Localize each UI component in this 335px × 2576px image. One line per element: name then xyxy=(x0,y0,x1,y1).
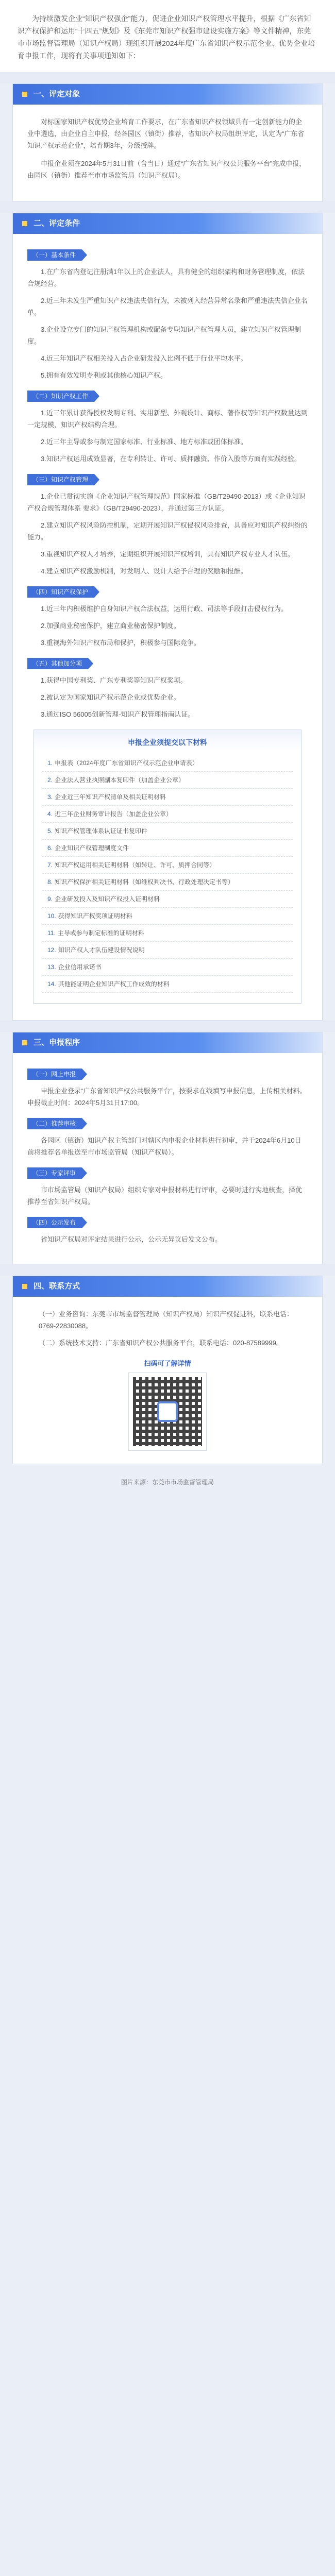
list-item: 1.近三年内积极维护自身知识产权合法权益，运用行政、司法等手段打击侵权行为。 xyxy=(41,605,288,613)
list-item: 3.重视海外知识产权布局和保护，积极参与国际竞争。 xyxy=(41,639,200,647)
subsection-tag: （四）公示发布 xyxy=(27,1217,82,1228)
attachment-box xyxy=(34,730,301,1004)
subsection-tag: （一）网上申报 xyxy=(27,1069,82,1080)
list-item: 1.在广东省内登记注册满1年以上的企业法人，具有健全的组织架构和财务管理制度，依法合规经营。 xyxy=(27,268,305,287)
section-card-3 xyxy=(12,1032,323,1264)
square-icon xyxy=(22,1040,27,1045)
subsection-tag: （四）知识产权保护 xyxy=(27,586,94,598)
list-item: 3.企业设立专门的知识产权管理机构或配备专职知识产权管理人员，建立知识产权管理制度。 xyxy=(27,326,301,345)
list-item: 1.企业已贯彻实施《企业知识产权管理规范》国家标准（GB/T29490-2013）或《企业知识产权合规管理体系 要求》（GB/T29490-2023），并通过第三方认证。 xyxy=(27,493,306,512)
section-title-1: 一、评定对象 xyxy=(34,90,80,98)
list-item: 3.通过ISO 56005创新管理-知识产权管理指南认证。 xyxy=(41,710,195,718)
divider xyxy=(0,72,335,83)
section-paragraph: 对标国家知识产权优势企业培育工作要求，在广东省知识产权领域具有一定创新能力的企业中遴选，由企业自主申报，经各园区（镇街）推荐，省知识产权局组织评定，认定为“广东省知识产权示范企业”，培育期3年，分级授牌。 xyxy=(27,118,305,149)
list-item: 省知识产权局对评定结果进行公示，公示无异议后发文公布。 xyxy=(41,1235,222,1243)
list-item: 1.近三年累计获得授权发明专利、实用新型、外观设计、商标、著作权等知识产权数量达到一定规模，知识产权结构合理。 xyxy=(27,409,308,429)
list-item: 各园区（镇街）知识产权主管部门对辖区内申报企业材料进行初审，并于2024年6月10日前将推荐名单报送至市市场监管局（知识产权局）。 xyxy=(27,1137,301,1156)
intro-paragraph: 为持续激发企业“知识产权强企”能力，促进企业知识产权管理水平提升，根据《广东省知识产权保护和运用“十四五”规划》及《东莞市知识产权强市建设实施方案》等文件精神，东莞市市场监督管理局（知识产权局）现组织开展2024年度广东省知识产权示范企业、优势企业培育申报工作，现将有关事项通知如下： xyxy=(0,0,335,72)
attachment-item[interactable]: 4. 近三年企业财务审计报告（加盖企业公章） xyxy=(42,806,293,823)
attachment-item[interactable]: 10. 获得知识产权奖项证明材料 xyxy=(42,908,293,925)
list-item: 4.近三年知识产权相关投入占企业研发投入比例不低于行业平均水平。 xyxy=(41,354,247,362)
attachment-item[interactable]: 5. 知识产权管理体系认证证书复印件 xyxy=(42,823,293,840)
subsection-tag: （二）推荐审核 xyxy=(27,1118,82,1129)
qr-box xyxy=(106,1358,229,1450)
contact-item: （二）系统技术支持：广东省知识产权公共服务平台，联系电话：020-87589999。 xyxy=(39,1339,283,1347)
qr-code-icon[interactable] xyxy=(129,1373,206,1450)
list-item: 3.知识产权运用成效显著，在专利转让、许可、质押融资、作价入股等方面有实践经验。 xyxy=(41,455,301,463)
square-icon xyxy=(22,92,27,97)
list-item: 5.拥有有效发明专利或其他核心知识产权。 xyxy=(41,371,167,379)
list-item: 3.重视知识产权人才培养，定期组织开展知识产权培训，具有知识产权专业人才队伍。 xyxy=(41,550,294,558)
section-title-2: 二、评定条件 xyxy=(34,219,80,228)
section-title-4: 四、联系方式 xyxy=(34,1282,80,1291)
attachment-item[interactable]: 9. 企业研发投入及知识产权投入证明材料 xyxy=(42,891,293,908)
attachment-item[interactable]: 11. 主导或参与制定标准的证明材料 xyxy=(42,925,293,942)
list-item: 1.获得中国专利奖、广东专利奖等知识产权奖项。 xyxy=(41,676,187,684)
attachment-item[interactable]: 13. 企业信用承诺书 xyxy=(42,959,293,976)
section-header-4 xyxy=(13,1276,322,1297)
divider xyxy=(0,1264,335,1276)
square-icon xyxy=(22,221,27,226)
section-card-2 xyxy=(12,213,323,1021)
list-item: 2.被认定为国家知识产权示范企业或优势企业。 xyxy=(41,693,180,701)
section-card-4 xyxy=(12,1276,323,1464)
list-item: 4.建立知识产权激励机制，对发明人、设计人给予合理的奖励和报酬。 xyxy=(41,567,247,575)
section-card-1 xyxy=(12,83,323,201)
attachment-title: 申报企业须提交以下材料 xyxy=(128,738,207,747)
image-source: 图片来源：东莞市市场监督管理局 xyxy=(121,1479,214,1486)
attachment-item[interactable]: 6. 企业知识产权管理制度文件 xyxy=(42,840,293,857)
section-header-1 xyxy=(13,84,322,105)
list-item: 市市场监管局（知识产权局）组织专家对申报材料进行评审，必要时进行实地核查，择优推荐至省知识产权局。 xyxy=(27,1186,303,1206)
section-paragraph: 申报企业须在2024年5月31日前（含当日）通过“广东省知识产权公共服务平台”完成申报，由园区（镇街）推荐至市市场监管局（知识产权局）。 xyxy=(27,160,306,179)
qr-logo-icon xyxy=(157,1401,178,1422)
list-item: 2.近三年未发生严重知识产权违法失信行为，未被列入经营异常名录和严重违法失信企业名单。 xyxy=(27,297,308,316)
subsection-tag: （三）专家评审 xyxy=(27,1167,82,1179)
divider xyxy=(0,201,335,213)
section-header-3 xyxy=(13,1032,322,1053)
list-item: 2.加强商业秘密保护，建立商业秘密保护制度。 xyxy=(41,622,180,630)
attachment-item[interactable]: 2. 企业法人营业执照副本复印件（加盖企业公章） xyxy=(42,772,293,789)
attachment-item[interactable]: 8. 知识产权保护相关证明材料（如维权判决书、行政处理决定书等） xyxy=(42,874,293,891)
subsection-tag: （二）知识产权工作 xyxy=(27,391,94,402)
list-item: 2.建立知识产权风险防控机制，定期开展知识产权侵权风险排查，具备应对知识产权纠纷的能力。 xyxy=(27,521,308,541)
contact-item: （一）业务咨询：东莞市市场监督管理局（知识产权局）知识产权促进科，联系电话：0769-22830088。 xyxy=(39,1310,294,1330)
attachment-item[interactable]: 3. 企业近三年知识产权清单及相关证明材料 xyxy=(42,789,293,806)
subsection-tag: （五）其他加分项 xyxy=(27,658,88,669)
list-item: 2.近三年主导或参与制定国家标准、行业标准、地方标准或团体标准。 xyxy=(41,438,247,446)
section-title-3: 三、申报程序 xyxy=(34,1038,80,1047)
attachment-item[interactable]: 1. 申报表（2024年度广东省知识产权示范企业申请表） xyxy=(42,755,293,772)
attachment-item[interactable]: 12. 知识产权人才队伍建设情况说明 xyxy=(42,942,293,959)
section-header-2 xyxy=(13,213,322,234)
list-item: 申报企业登录“广东省知识产权公共服务平台”，按要求在线填写申报信息，上传相关材料。申报截止时间：2024年5月31日17:00。 xyxy=(27,1087,307,1107)
attachment-item[interactable]: 7. 知识产权运用相关证明材料（如转让、许可、质押合同等） xyxy=(42,857,293,874)
subsection-tag: （一）基本条件 xyxy=(27,249,82,261)
divider xyxy=(0,1021,335,1032)
qr-title: 扫码可了解详情 xyxy=(144,1360,191,1367)
attachment-item[interactable]: 14. 其他能证明企业知识产权工作成效的材料 xyxy=(42,976,293,993)
subsection-tag: （三）知识产权管理 xyxy=(27,474,94,485)
square-icon xyxy=(22,1284,27,1289)
